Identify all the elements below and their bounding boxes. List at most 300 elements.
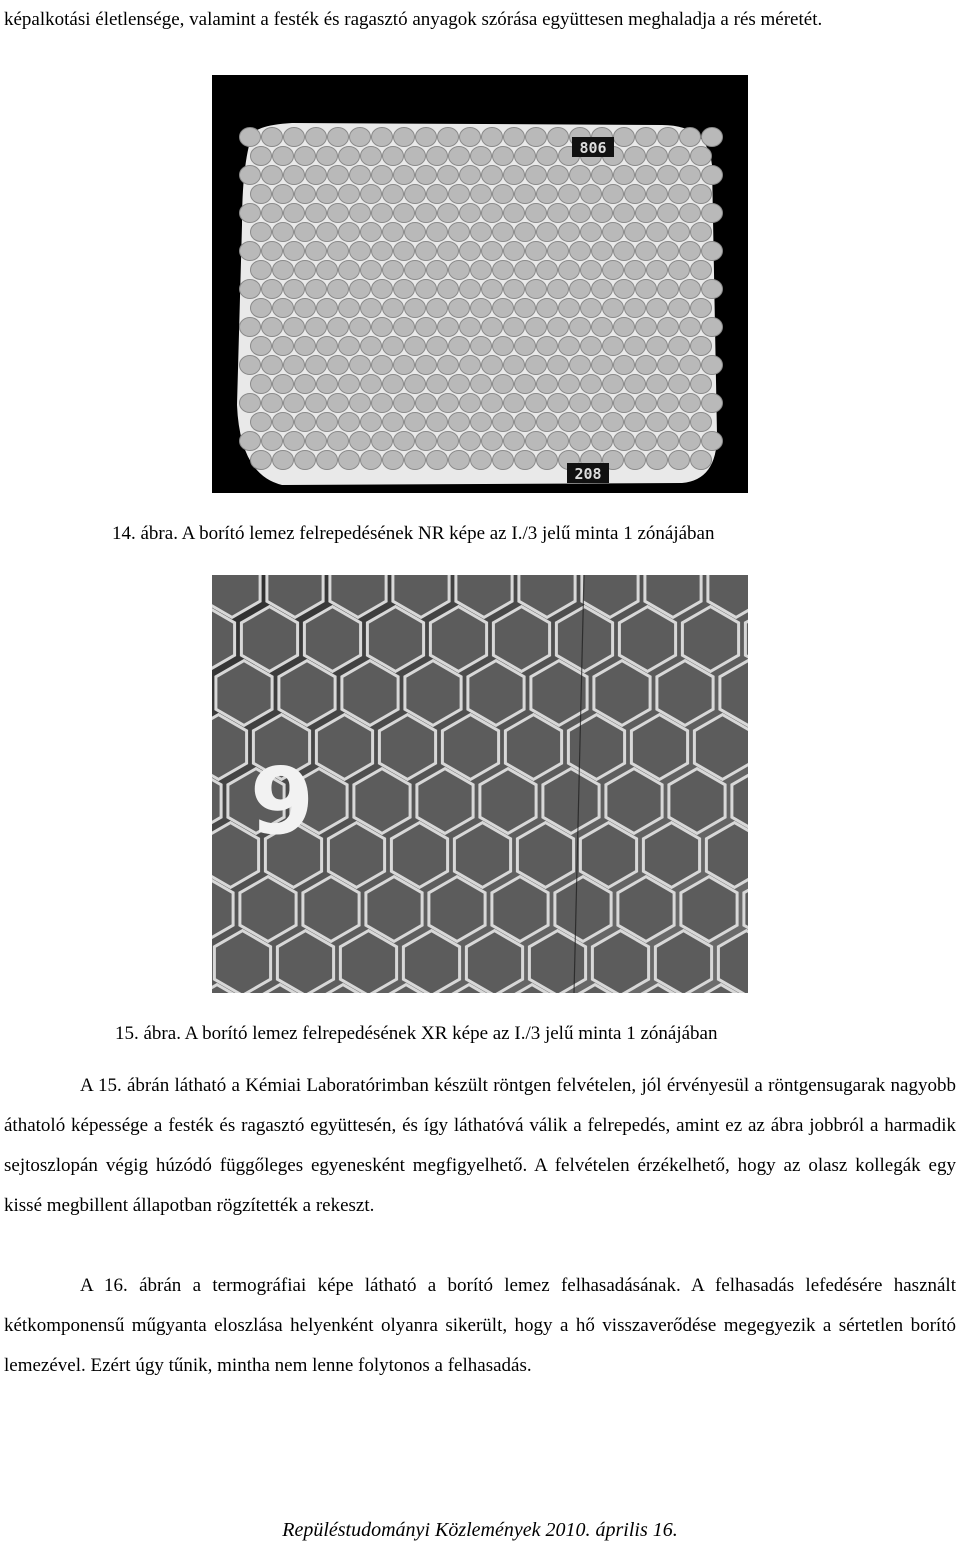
honeycomb-cell [658, 280, 679, 299]
honeycomb-cell [429, 877, 485, 942]
honeycomb-cell [251, 223, 272, 242]
honeycomb-cell [526, 204, 547, 223]
honeycomb-cell [273, 185, 294, 204]
honeycomb-cell [570, 356, 591, 375]
honeycomb-cell [537, 299, 558, 318]
honeycomb-cell [416, 128, 437, 147]
honeycomb-cell [354, 769, 410, 834]
figure-15-caption: 15. ábra. A borító lemez felrepedésének XR képe az I./3 jelű minta 1 zónájában [115, 1023, 718, 1044]
honeycomb-cell [449, 375, 470, 394]
honeycomb-cell [262, 356, 283, 375]
honeycomb-cell [691, 147, 712, 166]
honeycomb-cell [680, 394, 701, 413]
honeycomb-cell [625, 413, 646, 432]
honeycomb-cell [284, 242, 305, 261]
honeycomb-cell [647, 185, 668, 204]
honeycomb-cell [636, 204, 657, 223]
honeycomb-cell [504, 356, 525, 375]
honeycomb-cell [405, 451, 426, 470]
honeycomb-cell [493, 147, 514, 166]
honeycomb-cell [306, 280, 327, 299]
honeycomb-cell [482, 280, 503, 299]
honeycomb-cell [691, 185, 712, 204]
honeycomb-cell [614, 280, 635, 299]
honeycomb-cell [581, 261, 602, 280]
honeycomb-cell [537, 147, 558, 166]
honeycomb-cell [636, 280, 657, 299]
honeycomb-cell [430, 607, 486, 672]
honeycomb-cell [339, 413, 360, 432]
honeycomb-cell [543, 769, 599, 834]
honeycomb-cell [240, 394, 261, 413]
honeycomb-cell [531, 661, 587, 726]
honeycomb-cell [702, 280, 723, 299]
honeycomb-cell [482, 166, 503, 185]
honeycomb-xr-image [212, 575, 748, 993]
honeycomb-cell [339, 261, 360, 280]
honeycomb-cell [383, 185, 404, 204]
honeycomb-cell [537, 261, 558, 280]
honeycomb-cell [251, 185, 272, 204]
honeycomb-cell [383, 451, 404, 470]
honeycomb-cell [328, 823, 384, 888]
honeycomb-cell [482, 128, 503, 147]
honeycomb-cell [240, 166, 261, 185]
honeycomb-cell [669, 261, 690, 280]
honeycomb-cell [284, 394, 305, 413]
honeycomb-cell [556, 607, 612, 672]
honeycomb-cell [405, 299, 426, 318]
honeycomb-cell [492, 877, 548, 942]
honeycomb-cell [515, 451, 536, 470]
honeycomb-cell [438, 356, 459, 375]
honeycomb-cell [482, 356, 503, 375]
honeycomb-cell [619, 607, 675, 672]
honeycomb-cell [482, 242, 503, 261]
honeycomb-cell [339, 223, 360, 242]
honeycomb-cell [317, 337, 338, 356]
honeycomb-cell [240, 318, 261, 337]
honeycomb-cell [262, 318, 283, 337]
figure-14-neutron-image [212, 75, 748, 493]
honeycomb-cell [680, 204, 701, 223]
honeycomb-cell [449, 147, 470, 166]
honeycomb-cell [284, 280, 305, 299]
honeycomb-cell [570, 204, 591, 223]
honeycomb-cell [548, 318, 569, 337]
honeycomb-cell [372, 204, 393, 223]
honeycomb-cell [328, 204, 349, 223]
honeycomb-cell [570, 242, 591, 261]
honeycomb-cell [592, 394, 613, 413]
honeycomb-nr-image [212, 75, 748, 493]
honeycomb-cell [262, 280, 283, 299]
honeycomb-cell [647, 223, 668, 242]
honeycomb-cell [284, 432, 305, 451]
honeycomb-cell [559, 223, 580, 242]
honeycomb-cell [526, 356, 547, 375]
honeycomb-cell [306, 318, 327, 337]
honeycomb-cell [515, 223, 536, 242]
honeycomb-cell [603, 223, 624, 242]
honeycomb-cell [361, 223, 382, 242]
honeycomb-cell [306, 394, 327, 413]
honeycomb-cell [240, 242, 261, 261]
honeycomb-cell [339, 185, 360, 204]
honeycomb-cell [251, 261, 272, 280]
honeycomb-cell [350, 204, 371, 223]
honeycomb-cell [526, 242, 547, 261]
honeycomb-cell [449, 261, 470, 280]
page-footer: Repüléstudományi Közlemények 2010. április 16. [282, 1519, 678, 1541]
honeycomb-cell [504, 432, 525, 451]
honeycomb-cell [581, 223, 602, 242]
honeycomb-cell [515, 147, 536, 166]
honeycomb-cell [647, 451, 668, 470]
honeycomb-cell [657, 661, 713, 726]
honeycomb-cell [592, 242, 613, 261]
honeycomb-cell [273, 223, 294, 242]
honeycomb-cell [636, 318, 657, 337]
honeycomb-cell [614, 318, 635, 337]
honeycomb-cell [350, 280, 371, 299]
honeycomb-cell [454, 823, 510, 888]
honeycomb-cell [284, 166, 305, 185]
honeycomb-cell [658, 432, 679, 451]
honeycomb-cell [350, 128, 371, 147]
honeycomb-cell [438, 318, 459, 337]
honeycomb-cell [295, 261, 316, 280]
sample-label-top: 806 [579, 139, 607, 157]
honeycomb-cell [328, 432, 349, 451]
honeycomb-cell [680, 280, 701, 299]
honeycomb-cell [460, 356, 481, 375]
honeycomb-cell [316, 715, 372, 780]
honeycomb-cell [625, 147, 646, 166]
honeycomb-cell [594, 661, 650, 726]
honeycomb-cell [570, 280, 591, 299]
honeycomb-cell [350, 318, 371, 337]
honeycomb-cell [342, 661, 398, 726]
honeycomb-cell [505, 715, 561, 780]
honeycomb-cell [537, 413, 558, 432]
honeycomb-cell [559, 261, 580, 280]
honeycomb-cell [515, 185, 536, 204]
honeycomb-cell [295, 337, 316, 356]
honeycomb-cell [295, 375, 316, 394]
honeycomb-cell [504, 204, 525, 223]
honeycomb-cell [416, 166, 437, 185]
honeycomb-cell [504, 318, 525, 337]
honeycomb-cell [460, 318, 481, 337]
honeycomb-cell [526, 318, 547, 337]
honeycomb-cell [548, 394, 569, 413]
honeycomb-cell [468, 661, 524, 726]
honeycomb-cell [592, 356, 613, 375]
honeycomb-cell [702, 166, 723, 185]
honeycomb-cell [328, 128, 349, 147]
honeycomb-cell [317, 147, 338, 166]
honeycomb-cell [449, 299, 470, 318]
honeycomb-cell [438, 128, 459, 147]
honeycomb-cell [614, 166, 635, 185]
honeycomb-cell [592, 280, 613, 299]
honeycomb-cell [295, 413, 316, 432]
honeycomb-cell [328, 280, 349, 299]
honeycomb-cell [460, 280, 481, 299]
honeycomb-cell [317, 185, 338, 204]
honeycomb-cell [361, 375, 382, 394]
honeycomb-cell [460, 242, 481, 261]
honeycomb-cell [328, 356, 349, 375]
honeycomb-cell [303, 877, 359, 942]
honeycomb-cell [592, 204, 613, 223]
honeycomb-cell [625, 375, 646, 394]
honeycomb-cell [416, 280, 437, 299]
honeycomb-cell [559, 375, 580, 394]
honeycomb-cell [681, 877, 737, 942]
honeycomb-cell [317, 451, 338, 470]
honeycomb-cell [350, 166, 371, 185]
sample-label-bottom: 208 [574, 465, 602, 483]
honeycomb-cell [493, 223, 514, 242]
honeycomb-cell [262, 432, 283, 451]
honeycomb-cell [361, 451, 382, 470]
honeycomb-cell [427, 147, 448, 166]
honeycomb-cell [391, 823, 447, 888]
honeycomb-cell [366, 877, 422, 942]
honeycomb-cell [383, 299, 404, 318]
honeycomb-cell [614, 204, 635, 223]
honeycomb-cell [548, 280, 569, 299]
honeycomb-cell [372, 280, 393, 299]
honeycomb-cell [317, 223, 338, 242]
honeycomb-cell [367, 607, 423, 672]
honeycomb-cell [702, 356, 723, 375]
honeycomb-cell [416, 356, 437, 375]
honeycomb-cell [636, 128, 657, 147]
honeycomb-cell [647, 299, 668, 318]
honeycomb-cell [427, 185, 448, 204]
honeycomb-cell [471, 147, 492, 166]
honeycomb-cell [372, 166, 393, 185]
intro-paragraph: képalkotási életlensége, valamint a festék és ragasztó anyagok szórása együttesen meghaladja a rés méretét. [4, 9, 823, 30]
honeycomb-cell [515, 261, 536, 280]
honeycomb-cell [493, 337, 514, 356]
honeycomb-cell [328, 166, 349, 185]
honeycomb-cell [317, 413, 338, 432]
honeycomb-cell [636, 356, 657, 375]
honeycomb-cell [691, 223, 712, 242]
honeycomb-cell [568, 715, 624, 780]
honeycomb-cell [405, 223, 426, 242]
honeycomb-cell [273, 413, 294, 432]
honeycomb-cell [691, 451, 712, 470]
honeycomb-cell [570, 394, 591, 413]
honeycomb-cell [680, 166, 701, 185]
honeycomb-cell [416, 242, 437, 261]
honeycomb-cell [471, 185, 492, 204]
honeycomb-cell [669, 147, 690, 166]
honeycomb-cell [449, 223, 470, 242]
honeycomb-cell [262, 242, 283, 261]
honeycomb-cell [339, 299, 360, 318]
honeycomb-cell [526, 280, 547, 299]
honeycomb-cell [328, 242, 349, 261]
honeycomb-cell [548, 128, 569, 147]
honeycomb-cell [442, 715, 498, 780]
honeycomb-cell [306, 432, 327, 451]
honeycomb-cell [438, 432, 459, 451]
honeycomb-cell [273, 337, 294, 356]
honeycomb-cell [691, 261, 712, 280]
honeycomb-cell [460, 166, 481, 185]
honeycomb-cell [636, 394, 657, 413]
honeycomb-cell [240, 356, 261, 375]
honeycomb-cell [493, 451, 514, 470]
honeycomb-cell [251, 147, 272, 166]
honeycomb-cell [631, 715, 687, 780]
honeycomb-cell [669, 413, 690, 432]
honeycomb-cell [581, 299, 602, 318]
honeycomb-cell [471, 337, 492, 356]
honeycomb-cell [306, 242, 327, 261]
honeycomb-cell [339, 451, 360, 470]
honeycomb-cell [471, 223, 492, 242]
honeycomb-cell [482, 432, 503, 451]
honeycomb-cell [416, 394, 437, 413]
honeycomb-cell [471, 451, 492, 470]
honeycomb-cell [427, 337, 448, 356]
honeycomb-cell [493, 413, 514, 432]
honeycomb-cell [273, 375, 294, 394]
honeycomb-cell [515, 337, 536, 356]
paragraph-figure-16: A 16. ábrán a termográfiai képe látható a borító lemez felhasadásának. A felhasadás lefedésére használt kétkomponensű műgyanta eloszlása helyenként olyanra sikerült, hogy a hő visszaverődése megegyezik a sértetlen borító lemezével. Ezért úgy tűnik, mintha nem lenne folytonos a felhasadás. [4, 1275, 956, 1376]
honeycomb-cell [394, 280, 415, 299]
honeycomb-cell [306, 128, 327, 147]
honeycomb-cell [555, 877, 611, 942]
honeycomb-cell [372, 432, 393, 451]
honeycomb-cell [482, 394, 503, 413]
figure-15-xray-image [212, 575, 748, 993]
honeycomb-cell [636, 166, 657, 185]
honeycomb-cell [658, 356, 679, 375]
honeycomb-cell [702, 432, 723, 451]
honeycomb-cell [361, 337, 382, 356]
honeycomb-cell [405, 261, 426, 280]
honeycomb-cell [559, 185, 580, 204]
honeycomb-cell [517, 823, 573, 888]
honeycomb-cell [449, 451, 470, 470]
honeycomb-cell [317, 375, 338, 394]
honeycomb-cell [304, 607, 360, 672]
honeycomb-cell [625, 299, 646, 318]
honeycomb-cell [449, 185, 470, 204]
honeycomb-cell [284, 318, 305, 337]
paragraph-figure-15: A 15. ábrán látható a Kémiai Laboratórimban készült röntgen felvételen, jól érvényesül a röntgensugarak nagyobb áthatoló képessége a festék és ragasztó együttesén, és így láthatóvá válik a felrepedés, amint ez az ábra jobbról a harmadik sejtoszlopán végig húzódó függőleges egyenesként megfigyelhető. A felvételen érzékelhető, hogy az olasz kollegák egy kissé megbillent állapotban rögzítették a rekeszt. [4, 1075, 956, 1216]
honeycomb-cell [438, 204, 459, 223]
honeycomb-cell [537, 337, 558, 356]
honeycomb-cell [669, 337, 690, 356]
honeycomb-cell [691, 299, 712, 318]
honeycomb-cell [240, 204, 261, 223]
honeycomb-cell [504, 280, 525, 299]
honeycomb-cell [702, 394, 723, 413]
honeycomb-cell [680, 318, 701, 337]
honeycomb-cell [427, 261, 448, 280]
honeycomb-cell [603, 261, 624, 280]
honeycomb-cell [262, 204, 283, 223]
honeycomb-cell [405, 337, 426, 356]
honeycomb-cell [339, 147, 360, 166]
honeycomb-cell [636, 242, 657, 261]
honeycomb-cell [581, 337, 602, 356]
honeycomb-cell [427, 299, 448, 318]
honeycomb-cell [241, 607, 297, 672]
honeycomb-cell [504, 166, 525, 185]
honeycomb-cell [328, 394, 349, 413]
honeycomb-cell [680, 432, 701, 451]
honeycomb-cell [658, 166, 679, 185]
honeycomb-cell [361, 413, 382, 432]
honeycomb-cell [471, 261, 492, 280]
honeycomb-cell [669, 451, 690, 470]
honeycomb-cell [394, 204, 415, 223]
honeycomb-cell [625, 451, 646, 470]
honeycomb-cell [372, 394, 393, 413]
honeycomb-cell [350, 356, 371, 375]
honeycomb-cell [691, 337, 712, 356]
honeycomb-cell [460, 204, 481, 223]
honeycomb-cell [416, 318, 437, 337]
honeycomb-cell [240, 128, 261, 147]
figure-14-caption: 14. ábra. A borító lemez felrepedésének NR képe az I./3 jelű minta 1 zónájában [112, 523, 715, 544]
honeycomb-cell [295, 451, 316, 470]
honeycomb-cell [570, 166, 591, 185]
honeycomb-cell [636, 432, 657, 451]
honeycomb-cell [537, 375, 558, 394]
honeycomb-cell [625, 185, 646, 204]
honeycomb-cell [658, 394, 679, 413]
honeycomb-cell [240, 877, 296, 942]
honeycomb-cell [405, 147, 426, 166]
honeycomb-cell [493, 375, 514, 394]
honeycomb-cell [493, 185, 514, 204]
honeycomb-cell [383, 223, 404, 242]
honeycomb-cell [350, 432, 371, 451]
honeycomb-cell [658, 204, 679, 223]
honeycomb-cell [691, 413, 712, 432]
honeycomb-cell [306, 204, 327, 223]
honeycomb-cell [379, 715, 435, 780]
honeycomb-cell [361, 261, 382, 280]
honeycomb-cell [603, 185, 624, 204]
honeycomb-cell [306, 356, 327, 375]
honeycomb-cell [273, 261, 294, 280]
honeycomb-cell [339, 337, 360, 356]
honeycomb-cell [603, 299, 624, 318]
honeycomb-cell [526, 432, 547, 451]
honeycomb-cell [493, 607, 549, 672]
honeycomb-cell [251, 375, 272, 394]
honeycomb-cell [669, 185, 690, 204]
honeycomb-cell [658, 242, 679, 261]
honeycomb-cell [394, 166, 415, 185]
honeycomb-cell [537, 185, 558, 204]
honeycomb-cell [559, 299, 580, 318]
honeycomb-cell [438, 242, 459, 261]
honeycomb-cell [405, 375, 426, 394]
